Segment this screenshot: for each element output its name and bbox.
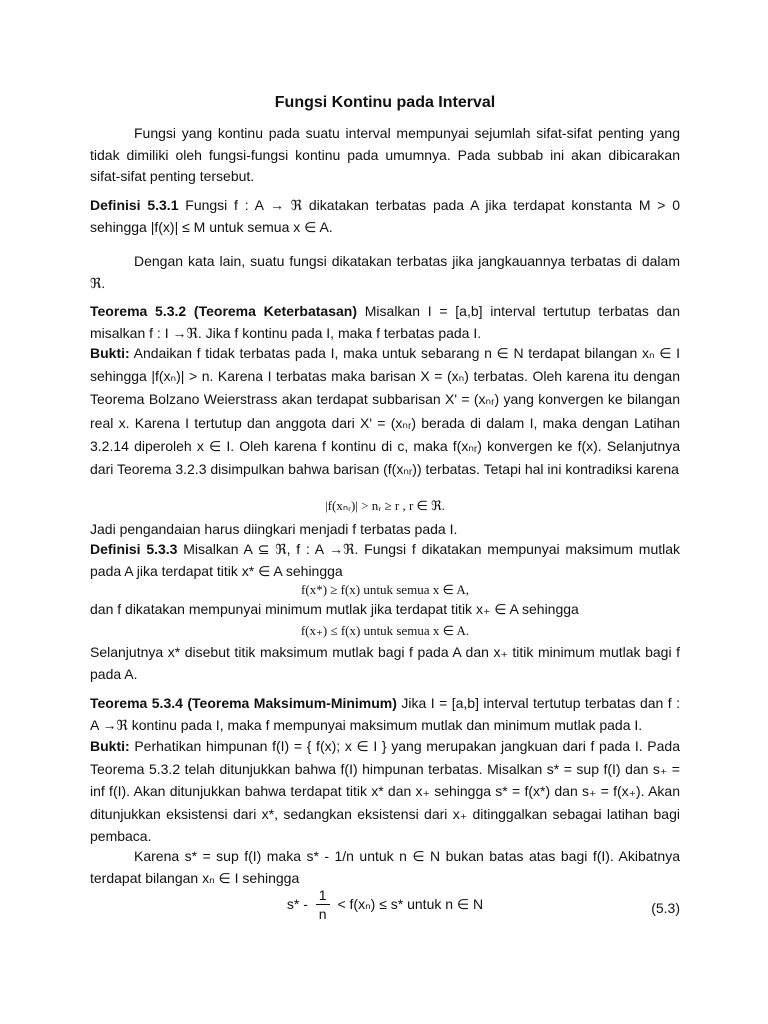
theorem-label: Teorema 5.3.2 (Teorema Keterbatasan) — [90, 303, 358, 319]
definition-equation-max: f(x*) ≥ f(x) untuk semua x ∈ A, — [301, 582, 469, 597]
proof-conclusion: Jadi pengandaian harus diingkari menjadi f terbatas pada I. — [90, 521, 458, 537]
fraction-denominator: n — [318, 906, 327, 922]
theorem-label: Teorema 5.3.4 (Teorema Maksimum-Minimum) — [90, 695, 397, 711]
definition-5-3-3 — [90, 539, 680, 582]
equation-right: < f(xₙ) ≤ s* untuk n ∈ N — [337, 895, 484, 912]
proof-5-3-4 — [90, 735, 680, 848]
fraction — [316, 886, 330, 923]
theorem-text: Jika I = [a,b] interval tertutup terbatas dan f : A →ℜ kontinu pada I, maka f mempunyai maksimum mutlak dan minimum mutlak pada I. — [90, 695, 681, 733]
proof-text: Perhatikan himpunan f(I) = { f(x); x ∈ I } yang merupakan jangkuan dari f pada I. Pada Teorema 5.3.2 telah ditunjukkan bahwa f(I) himpunan terbatas. Misalkan s* = sup f(I) dan s₊ = inf f(I). Akan ditunjukkan bahwa terdapat titik x* dan x₊ sehingga s* = f(x*) dan s₊ = f(x₊). Akan ditunjukkan eksistensi dari x*, sedangkan eksistensi dari x₊ ditinggalkan sebagai latihan bagi pembaca. — [90, 738, 680, 844]
proof-5-3-2 — [90, 342, 680, 481]
definition-label: Definisi 5.3.1 — [90, 197, 179, 213]
definition-label: Definisi 5.3.3 — [90, 541, 178, 557]
remark-paragraph: Dengan kata lain, suatu fungsi dikatakan terbatas jika jangkauannya terbatas di dalam ℜ. — [90, 253, 680, 291]
proof-text: Andaikan f tidak terbatas pada I, maka untuk sebarang n ∈ N terdapat bilangan xₙ ∈ I sehingga |f(xₙ)| > n. Karena I terbatas maka barisan X = (xₙ) terbatas. Oleh karena itu dengan Teorema Bolzano Weierstrass akan terdapat subbarisan X' = (xₙᵣ) yang konvergen ke bilangan real x. Karena I tertutup dan anggota dari X' = (xₙᵣ) berada di dalam I, maka dengan Latihan 3.2.14 diperoleh x ∈ I. Oleh karena f kontinu di c, maka f(xₙᵣ) konvergen ke f(x). Selanjutnya dari Teorema 3.2.3 disimpulkan bahwa barisan (f(xₙᵣ)) terbatas. Tetapi hal ini kontradiksi karena — [90, 345, 681, 478]
fraction-numerator: 1 — [316, 886, 330, 905]
definition-mid-text: dan f dikatakan mempunyai minimum mutlak jika terdapat titik x₊ ∈ A sehingga — [90, 601, 579, 617]
definition-text: Fungsi f : A → ℜ dikatakan terbatas pada A jika terdapat konstanta M > 0 sehingga |f(x)| ≤ M untuk semua x ∈ A. — [90, 197, 681, 235]
definition-text: Misalkan A ⊆ ℜ, f : A →ℜ. Fungsi f dikatakan mempunyai maksimum mutlak pada A jika terdapat titik x* ∈ A sehingga — [90, 541, 681, 579]
definition-after-text: Selanjutnya x* disebut titik maksimum mutlak bagi f pada A dan x₊ titik minimum mutlak bagi f pada A. — [90, 644, 680, 682]
page-title: Fungsi Kontinu pada Interval — [274, 94, 496, 111]
proof-label: Bukti: — [90, 345, 130, 361]
intro-paragraph: Fungsi yang kontinu pada suatu interval mempunyai sejumlah sifat-sifat penting yang tidak dimiliki oleh fungsi-fungsi kontinu pada umumnya. Pada subbab ini akan dibicarakan sifat-sifat penting tersebut. — [90, 125, 680, 184]
theorem-text: Misalkan I = [a,b] interval tertutup terbatas dan misalkan f : I →ℜ. Jika f kontinu pada I, maka f terbatas pada I. — [90, 303, 681, 341]
theorem-5-3-4 — [90, 693, 680, 736]
equation-left: s* - — [286, 895, 308, 912]
theorem-5-3-2 — [90, 301, 680, 344]
definition-5-3-1 — [90, 195, 680, 238]
proof-equation: |f(xₙᵣ)| > nᵣ ≥ r , r ∈ ℜ. — [325, 498, 445, 513]
equation-5-3 — [90, 886, 680, 928]
equation-number: (5.3) — [651, 900, 680, 916]
proof-continuation: Karena s* = sup f(I) maka s* - 1/n untuk n ∈ N bukan batas atas bagi f(I). Akibatnya terdapat bilangan xₙ ∈ I sehingga — [90, 848, 680, 886]
definition-equation-min: f(x₊) ≤ f(x) untuk semua x ∈ A. — [300, 623, 470, 638]
proof-label: Bukti: — [90, 738, 130, 754]
